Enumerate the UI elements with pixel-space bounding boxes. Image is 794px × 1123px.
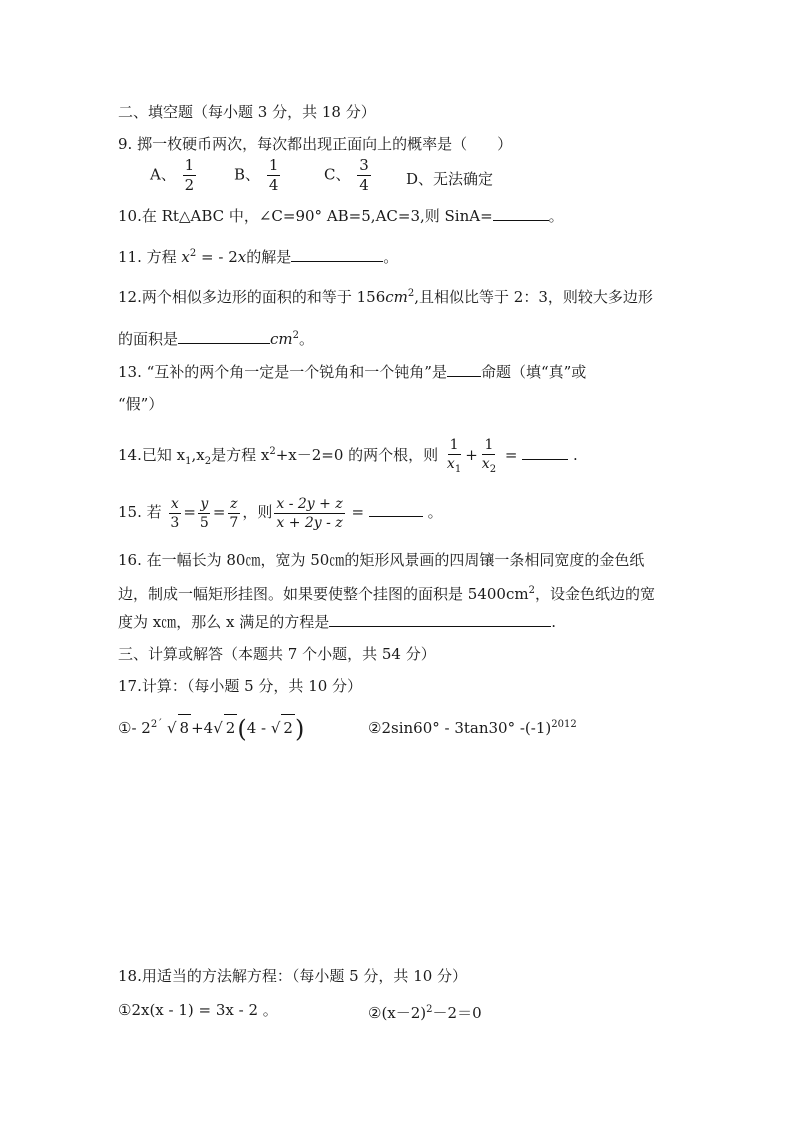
q17-p2-exponent: 2012	[551, 719, 577, 730]
q17-p1-times: ´	[157, 719, 163, 730]
q11-answer-blank[interactable]	[291, 247, 383, 262]
q17-p1-radicand-1: 8	[178, 714, 192, 741]
q15-fraction-x3	[168, 497, 181, 530]
q9-option-b-numerator: 1	[268, 156, 279, 174]
question-14	[118, 432, 578, 482]
q17-problem-2	[368, 712, 577, 741]
question-18-heading: 18.用适当的方法解方程：（每小题 5 分，共 10 分）	[118, 967, 468, 985]
question-11	[118, 244, 398, 267]
q16-line2-text-a: 边，制成一幅矩形挂图。如果要使整个挂图的面积是 5400cm	[118, 585, 529, 603]
q14-f1-numerator: 1	[449, 436, 459, 453]
q14-end: .	[572, 446, 578, 464]
q17-p1-left-paren: (	[237, 715, 247, 743]
q14-mid: 是方程 x	[211, 446, 270, 464]
q9-option-c	[324, 158, 373, 193]
q16-line2-text-b: ，设金色纸边的宽	[534, 585, 655, 603]
q10-answer-blank[interactable]	[493, 206, 549, 221]
q9-option-c-numerator: 3	[359, 156, 369, 174]
q9-option-a-denominator: 2	[184, 176, 195, 194]
q11-end: 。	[383, 248, 399, 266]
q14-f1-denominator	[445, 455, 463, 475]
q9-option-c-denominator: 4	[359, 176, 369, 194]
q16-line3-text: 度为 x㎝，那么 x 满足的方程是	[118, 613, 330, 631]
q15-f2-numerator: y	[200, 495, 209, 512]
q11-prefix: 11. 方程	[118, 248, 182, 266]
q18-p2-part-b: －2＝0	[432, 1004, 482, 1022]
q15-eq-2: =	[212, 503, 226, 521]
q15-f2-denominator: 5	[199, 514, 209, 531]
q14-answer-blank[interactable]	[522, 445, 568, 460]
question-16-line-1: 16. 在一幅长为 80㎝，宽为 50㎝的矩形风景画的四周镶一条相同宽度的金色纸	[118, 551, 645, 569]
q17-p1-radicand-3: 2	[281, 714, 295, 741]
q18-problem-2	[368, 1000, 482, 1023]
q10-text: 10.在 Rt△ABC 中，∠C=90° AB=5,AC=3,则 SinA=	[118, 207, 493, 225]
q17-problem-1	[118, 712, 304, 742]
q13-text-b: 命题（填“真”或	[480, 363, 587, 381]
q14-equation: +x－2=0 的两个根，则	[275, 446, 439, 464]
q16-exponent: 2	[528, 585, 535, 596]
q15-prefix: 15. 若	[118, 503, 162, 521]
q17-p2-text: ②2sin60° - 3tan30° -(-1)	[368, 719, 552, 737]
q14-equals: =	[504, 446, 518, 464]
q17-p1-right-paren: )	[294, 715, 305, 743]
q15-end: 。	[427, 503, 443, 521]
q14-fraction-2	[480, 438, 498, 475]
q14-f1-den-var: x	[446, 455, 455, 472]
q12-text-b: ,且相似比等于 2：3，则较大多边形	[414, 288, 653, 306]
question-12-line-1	[118, 284, 653, 307]
q12-unit-2: cm	[270, 330, 293, 348]
q15-fraction-y5	[198, 497, 211, 530]
q14-f2-denominator	[480, 455, 498, 475]
q12-end: 。	[299, 330, 315, 348]
q14-f1-den-sub: 1	[454, 463, 462, 475]
question-16-line-3	[118, 612, 556, 632]
q15-f3-denominator: 7	[229, 514, 239, 531]
q17-p1-sqrt-8: √ 8	[167, 719, 191, 737]
q9-option-c-label: C、	[324, 165, 351, 184]
q15-f4-denominator: x + 2y - z	[276, 514, 343, 531]
q17-p1-part-c: 4 -	[246, 719, 271, 737]
q11-var-x: x	[181, 248, 190, 266]
q10-end: 。	[548, 207, 564, 225]
q14-exponent: 2	[269, 446, 276, 457]
q14-f2-den-var: x	[481, 455, 490, 472]
q12-line2-text: 的面积是	[118, 330, 179, 348]
q15-answer-blank[interactable]	[369, 502, 423, 517]
q14-f2-numerator: 1	[484, 436, 494, 453]
q15-fraction-z7	[227, 497, 240, 530]
question-16-line-2	[118, 581, 655, 604]
section-heading-calculation: 三、计算或解答（本题共 7 个小题，共 54 分）	[118, 645, 436, 663]
q14-prefix: 14.已知 x	[118, 446, 186, 464]
q16-end: .	[551, 613, 557, 631]
q14-fraction-1	[445, 438, 463, 475]
q13-text-a: 13. “互补的两个角一定是一个锐角和一个钝角”是	[118, 363, 447, 381]
q9-option-c-fraction	[357, 158, 371, 193]
question-13-line-2: “假”）	[118, 395, 164, 413]
q18-p2-part-a: ②(x－2)	[368, 1004, 427, 1022]
q9-option-d: D、无法确定	[406, 170, 494, 188]
question-13-line-1	[118, 362, 586, 382]
q16-answer-blank[interactable]	[329, 612, 551, 627]
q9-option-b-denominator: 4	[268, 176, 279, 194]
q9-option-b-fraction	[267, 158, 281, 193]
question-15	[118, 492, 443, 532]
q12-unit: cm	[385, 288, 408, 306]
q11-exponent: 2	[189, 248, 197, 259]
question-12-line-2	[118, 326, 314, 349]
q15-equals: =	[351, 503, 365, 521]
q17-p1-sqrt-2: √ 2	[213, 719, 237, 737]
q18-problem-1: ①2x(x - 1) = 3x - 2 。	[118, 1001, 278, 1019]
q17-p1-part-b: +4	[191, 719, 214, 737]
q9-option-a-numerator: 1	[184, 156, 195, 174]
q17-p1-exponent: 2	[150, 719, 158, 730]
q17-p1-radicand-2: 2	[224, 714, 238, 741]
q15-f4-numerator: x - 2y + z	[276, 495, 343, 512]
q9-option-a	[150, 158, 198, 193]
q15-f3-numerator: z	[230, 495, 238, 512]
q15-f1-numerator: x	[170, 495, 179, 512]
q11-mid: = - 2	[196, 248, 238, 266]
q14-sub-2: 2	[204, 456, 212, 467]
q9-option-b-label: B、	[234, 165, 261, 184]
question-10	[118, 206, 564, 226]
q12-text-a: 12.两个相似多边形的面积的和等于 156	[118, 288, 386, 306]
question-17-heading: 17.计算：（每小题 5 分，共 10 分）	[118, 677, 363, 695]
q12-unit-2-exponent: 2	[292, 330, 300, 341]
q14-f2-den-sub: 2	[489, 463, 497, 475]
q18-p2-exponent: 2	[426, 1004, 433, 1015]
q17-p1-sqrt-2b: √ 2	[271, 719, 295, 737]
q12-unit-exponent: 2	[407, 288, 415, 299]
q9-option-b	[234, 158, 282, 193]
q12-answer-blank[interactable]	[178, 329, 270, 344]
section-heading-fill-in: 二、填空题（每小题 3 分，共 18 分）	[118, 103, 376, 121]
q9-option-a-fraction	[183, 158, 197, 193]
question-9: 9. 掷一枚硬币两次，每次都出现正面向上的概率是（ ）	[118, 135, 513, 153]
q14-comma: ,x	[191, 446, 205, 464]
q11-suffix: 的解是	[246, 248, 292, 266]
q15-f1-denominator: 3	[170, 514, 180, 531]
q11-var-x2: x	[237, 248, 247, 266]
q14-sub-1: 1	[185, 456, 192, 467]
q9-option-a-label: A、	[150, 165, 176, 184]
q14-plus: +	[465, 446, 478, 464]
q13-answer-blank[interactable]	[447, 362, 481, 377]
q15-eq-1: =	[183, 503, 196, 521]
q17-p1-part-a: ①- 2	[118, 719, 151, 737]
q15-then: ，则	[242, 503, 273, 521]
q15-fraction-expression	[274, 497, 344, 530]
